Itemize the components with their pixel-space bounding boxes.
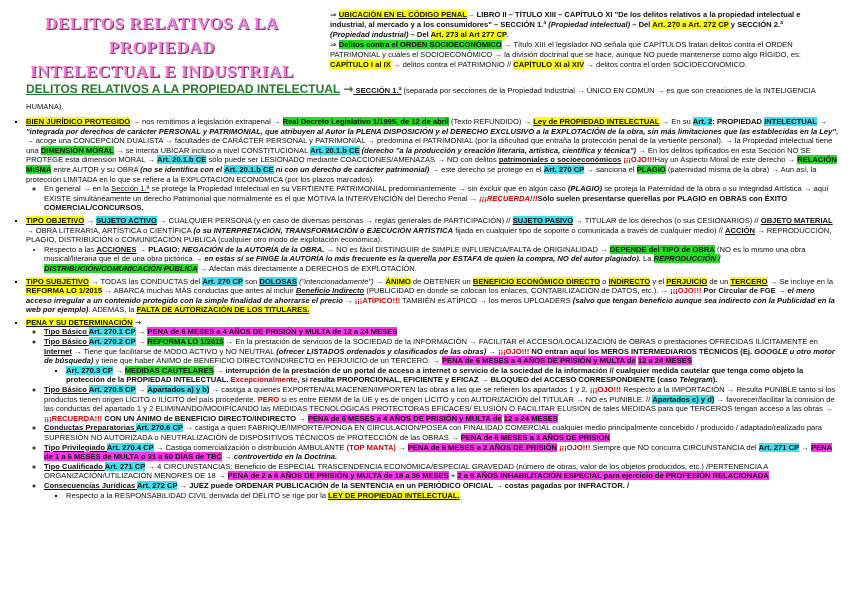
text: , si resulta PROPORCIONAL, EFICIENTE y EFICAZ → BLOQUEO del ACCESO CORRESPONDIENTE (caso <box>297 375 680 385</box>
article-ref: Art. 271 CP <box>104 461 146 471</box>
term: ACCIONES <box>96 244 137 254</box>
text: → <box>775 286 788 296</box>
note: (ofrecer LISTADOS ordenados y clasificados de las obras) <box>276 346 487 356</box>
location-text: → delitos contra el orden SOCIOECONÓMICO. <box>584 60 748 69</box>
text: entre AUTOR y su OBRA <box>51 164 141 174</box>
text: (Texto REFUNDIDO) → <box>448 117 534 126</box>
note: en estas sí se FINGE la AUTORÍA lo más frecuente es la querella por ESTAFA de quien la compra, NO del autor plagiado). <box>204 254 641 264</box>
main-content <box>12 82 840 500</box>
note: → controvertido en la Doctrina. <box>221 452 338 462</box>
term: INTELECTUAL <box>764 117 817 126</box>
quote: que las establecidas en la Ley". <box>723 126 839 136</box>
location-text: . <box>506 30 509 39</box>
note: aunque sea indirecto con la Publicidad en la web por ejemplo) <box>26 295 835 315</box>
term: Circular de FGE <box>718 286 776 296</box>
text: → este derecho se protege en el <box>431 164 544 174</box>
text: y el <box>650 276 667 286</box>
socioeconomic-heading: Delitos contra el ORDEN SOCIOECONÓMICO <box>338 40 502 49</box>
text: una obra musical/literaria que el de una obra pictórica → <box>44 244 806 264</box>
penalty: PENA de 6 MESES a 4 AÑOS DE PRISIÓN y MULTA de 12 a 24 MESES <box>147 327 398 337</box>
text: y tiene que haber ÁNIMO de BENEFICIO DIRECTO/INDIRECTO en PERJUICIO de un TERCERO. → <box>93 356 442 366</box>
term: REPRODUCCIÓN / <box>653 254 721 264</box>
term: PLAGIO: <box>148 244 183 254</box>
text: (paternidad misma de la obra) → Aun así, la protección LIMITADA en lo que se refiere a la EXPLOTACIÓN ECONÓMICA (por los plazos marcados). <box>26 164 817 184</box>
text: ORGANIZACIÓN/UTILIZACIÓN MENORES DE 18 → <box>44 471 228 481</box>
text: → <box>112 365 125 375</box>
term: Consecuencias Jurídicas <box>44 480 137 490</box>
term: Tipo Privilegiado <box>44 442 107 452</box>
section-ref: Sección 1.ª <box>111 184 150 194</box>
list-item-conductas-preparatorias <box>44 423 840 442</box>
law-ref: Real Decreto Legislativo 1/1995, de 12 de abril <box>282 117 449 126</box>
list-item-acciones <box>44 245 840 274</box>
text: o <box>600 276 609 286</box>
right-arrow-icon: ⇒ <box>330 10 339 19</box>
text: → <box>135 337 148 347</box>
article-ref: Art. 270.2 CP <box>88 337 136 347</box>
text: Respecto a la RESPONSABILIDAD CIVIL derivada del DELITO se rige por la <box>66 490 329 500</box>
list-item-tipo-privilegiado <box>44 443 840 462</box>
text: Se incluye en la <box>779 276 834 286</box>
right-arrow-icon: ⇒ <box>330 40 339 49</box>
quote: (derecho "a la producción y creación literaria, artística, <box>359 145 561 155</box>
text: → Castiga comercialización o distribución AMBULANTE <box>153 442 347 452</box>
term: Tipo Básico <box>44 337 89 347</box>
text: Respecto a la IMPORTACIÓN → Resulta <box>621 385 763 395</box>
text: → OBRA LITERARIA, ARTÍSTICA o CIENTÍFICA <box>26 225 194 235</box>
location-text: (Propiedad industrial) <box>330 30 409 39</box>
text: → nos remitimos a legislación extrapenal → <box>130 117 283 126</box>
text: En general → en la <box>44 184 112 194</box>
section-title-text: DELITOS RELATIVOS A LA PROPIEDAD INTELECTUAL <box>26 82 341 96</box>
article-ref: Art. 270 CP <box>543 164 585 174</box>
text: → ABARCA muchas MÁS conductas que antes al incluir <box>102 286 296 296</box>
article-ref: Art. 2 <box>692 117 713 126</box>
text: : PROPIEDAD <box>712 117 762 126</box>
term: Apartados c) y d) <box>652 394 715 404</box>
alert: ¡¡¡OJO!!! <box>621 155 655 165</box>
term: DIMENSIÓN MORAL <box>40 145 114 155</box>
text: CON UN ÁNIMO de BENEFICIO DIRECTO/INDIRECTO → <box>102 413 308 423</box>
term: DOLOSAS <box>259 276 297 286</box>
location-text: industrial, al mercado y a los consumidores" <box>330 20 492 29</box>
penalty: PENA de 1 a 6 MESES de MULTA o 31 a 60 DÍAS de TBC <box>44 442 833 462</box>
text: → Tiene que facilitarse de MODO ACTIVO y NO NEUTRAL <box>71 346 277 356</box>
right-arrow-icon: → <box>343 82 354 96</box>
text: → NO es fácil DISTINGUIR de SIMPLE INFLUENCIA/FALTA de ORIGINALIDAD → <box>324 244 610 254</box>
article-ref: Art. 270.6 CP <box>136 423 183 433</box>
term: Apartados a) y b) <box>147 385 210 395</box>
term: DEPENDE del TIPO de OBRA <box>609 244 715 254</box>
penalty: PENA de 6 MESES a 2 AÑOS DE PRISIÓN <box>407 442 558 452</box>
text: → acoge una CONCEPCIÓN DUALISTA → facultades de CARÁCTER PERSONAL y PATRIMONIAL → predomina el PATRIMONIAL (por la dificultad que entraña la protección penal de <box>26 136 648 146</box>
text: → CUALQUIER PERSONA (y en caso de diversas personas → reglas generales de PARTICIPACIÓN) // <box>156 215 513 225</box>
location-text: – Del <box>408 30 431 39</box>
list-item-tipo-subjetivo <box>26 277 840 315</box>
penalty: PENA de 6 MESES a 4 AÑOS DE PRISIÓN y MULTA de <box>441 356 636 366</box>
alert: ¡¡¡OJO!!! <box>498 346 530 356</box>
location-text: → LIBRO II – TÍTULO XIII – CAPÍTULO XI "De los delitos relativos a la propiedad intelectual e <box>466 10 801 19</box>
text: PUNIBLE tanto si los productos tienen origen LÍCITO o ILÍCITO del país procedente. <box>44 385 836 404</box>
penalty: 12 a 24 MESES <box>637 356 692 366</box>
list-item-tipo-basico-270-2 <box>44 337 840 385</box>
text: . ADEMÁS, la <box>88 305 137 315</box>
text: → interrupción de la prestación de un portal de acceso a internet o servicio de la sociedad de la información // cualquier medida cautelar que tenga <box>213 365 748 375</box>
location-text: – SECCIÓN 1.ª <box>491 20 547 29</box>
quote: → "integrada por derechos de carácter PERSONAL y PATRIMONIAL, que atribuyen al Autor la PLENA DISPOSICIÓN y el DERECHO EXCLUSIVO a la EXPLOTACIÓN de la obra, sin más limitaciones <box>26 117 827 136</box>
location-line-2 <box>330 20 842 30</box>
text: → JUEZ puede ORDENAR PUBLICACIÓN de la SENTENCIA en un PERIÓDICO OFICIAL → costas pagadas por INFRACTOR. / <box>177 480 630 490</box>
location-text: → delitos contra el PATRIMONIO // <box>390 60 514 69</box>
text: Por <box>701 286 717 296</box>
location-heading: UBICACIÓN EN EL CÓDIGO PENAL <box>338 10 467 19</box>
location-line-5: PATRIMONIAL y cuáles el SOCIOECONÓMICO → la división doctrinal que se hace, aunque NO puede mantenerse como algo RÍGIDO, es: <box>330 50 801 59</box>
alert: ¡¡¡OJO!!! <box>670 286 702 296</box>
text: como objeto la protección de la PROPIEDAD INTELECTUAL. <box>66 365 804 385</box>
text: TÉCNICOS (Ej. <box>698 346 755 356</box>
alert: ¡¡¡RECUERDA!!! <box>479 193 538 203</box>
list-item-pena <box>26 318 840 500</box>
list-item-en-general <box>44 184 840 213</box>
article-ref: Art. 272 CP <box>137 480 178 490</box>
text: → favorecer/facilitar la comisión de las conductas del apartado 1 y 2 ELIMINANDO/MODIFICANDO las MEDIDAS TECNOLÓGICAS PROTECTORAS EFICACES/ ELUSIÓN O FACILITAR <box>44 394 835 414</box>
term: OBJETO MATERIAL <box>760 215 833 225</box>
term: Internet <box>44 346 72 356</box>
term: Tipo Básico <box>44 327 89 337</box>
term: BENEFICIO ECONÓMICO DIRECTO <box>472 276 601 286</box>
location-text: (Propiedad intelectual) <box>546 20 631 29</box>
document-title-line1: DELITOS RELATIVOS A LA PROPIEDAD <box>45 14 279 57</box>
text: (PUBLICIDAD en donde se colocan los enlaces, CONTABILIZACIÓN de DATOS, etc.). → <box>364 286 671 296</box>
tipo-objetivo-heading: TIPO OBJETIVO <box>26 215 85 225</box>
term: MEDIDAS CAUTELARES <box>124 365 214 375</box>
location-line-6 <box>330 60 842 70</box>
text: NO entran aquí los MEROS INTERMEDIARIOS <box>529 346 697 356</box>
list-item-tipo-objetivo <box>26 216 840 274</box>
text: Siempre que NO concurra CIRCUNSTANCIA del <box>590 442 757 452</box>
text: → <box>135 385 148 395</box>
text: de OBTENER un <box>410 276 473 286</box>
text: → TITULAR de los derechos (o sus CESIONARIOS) // <box>573 215 759 225</box>
text: → <box>767 276 778 286</box>
article-ref: Art. 273 al Art 277 CP <box>430 30 507 39</box>
location-text: – Del <box>630 20 653 29</box>
text: → <box>136 244 149 254</box>
law-ref: REFORMA LO 1/2015 <box>147 337 224 347</box>
article-ref: Art. 270 CP <box>202 276 243 286</box>
list-item-tipo-basico-270-5 <box>44 385 840 423</box>
text: se proteja la Paternidad de la obra o su <box>602 184 737 194</box>
note: GOOGLE u otro motor de búsqueda) <box>44 346 835 366</box>
penalty: 12 a 24 MESES <box>503 413 558 423</box>
alert: Excepcionalmente <box>230 375 298 385</box>
text: se protege la Propiedad Intelectual en su VERTIENTE PATRIMONIAL predominantemente → sin excluir que en algún caso <box>149 184 568 194</box>
article-ref: Art. 270.1 CP <box>88 327 136 337</box>
text: → <box>135 327 148 337</box>
text: Hay un Aspecto Moral de este derecho → <box>654 155 798 165</box>
location-line-1 <box>330 10 842 20</box>
text: → castiga a quien FABRIQUE/IMPORTE/PONGA EN CIRCULACIÓN/POSEA con FINALIDAD COMERCIAL cualquier medio principalmente concebido / producido / <box>183 423 738 433</box>
text: Integridad Artística → aquí EXISTE simultáneamente un derecho Patrimonial que normalmente es el que MOTIVA la INTERVENCIÓN del Derecho Penal → <box>44 184 829 203</box>
list-item-consecuencias-juridicas <box>44 481 840 500</box>
article-ref: Art. 20.1.b CE <box>156 155 207 165</box>
term: RELACIÓN MISMA <box>26 155 837 174</box>
text: → REPRODUCCIÓN, PLAGIO, DISTRIBUCIÓN o COMUNICACIÓN PÚBLICA (cualquier otro modo de explotación económica). <box>26 225 832 245</box>
text: → castiga a quienes EXPORTEN/ALMACENEN/IMPORTEN las obras a las que se refieren los apartados 1 y 2. <box>209 385 590 395</box>
article-ref: Art. 20.1.b CE <box>224 164 274 174</box>
term: SUJETO PASIVO <box>512 215 574 225</box>
pena-heading: PENA Y SU DETERMINACIÓN <box>26 317 133 327</box>
text: medio) // <box>693 225 726 235</box>
location-summary <box>330 10 842 70</box>
note: (salvo que tengan beneficio <box>572 295 673 305</box>
text: → Afectan más directamente a DERECHOS de EXPLOTACIÓN. <box>197 263 417 273</box>
term: DISTRIBUCIÓN/COMUNICACIÓN PÚBLICA <box>44 263 198 273</box>
penalty: PENA de 2 a 6 AÑOS DE PRISIÓN y MULTA de 18 a 36 MESES <box>227 471 449 481</box>
text: patrimoniales o socioeconómicos <box>498 155 622 165</box>
text: de un <box>707 276 731 286</box>
text: ILÍCITAMENTE en <box>755 337 818 347</box>
text: TAMBIÉN es ATÍPICO → los meros UPLOADERS <box>400 295 573 305</box>
law-ref: Ley de PROPIEDAD INTELECTUAL <box>533 117 660 126</box>
chapter-ref: CAPÍTULO I al IX <box>330 60 391 69</box>
chapter-ref: CAPÍTULO XI al XIV <box>513 60 585 69</box>
term: ÁNIMO <box>385 276 411 286</box>
right-arrow-icon: → <box>134 317 142 327</box>
text: → <box>799 442 811 452</box>
alert: ¡¡¡RECUERDA!!! <box>44 413 103 423</box>
penalty: 2 a 5 AÑOS INHABILITACIÓN ESPECIAL para ejercicio de PROFESIÓN RELACIONADA <box>457 471 769 481</box>
document-title <box>6 12 318 84</box>
term: SUJETO ACTIVO <box>96 215 157 225</box>
article-ref: Art. 271 CP <box>758 442 800 452</box>
text: son <box>242 276 260 286</box>
note: Telegram <box>679 375 713 385</box>
term: Conductas Preparatorias <box>44 423 137 433</box>
term: TERCERO <box>730 276 768 286</box>
text: adaptado/realizado para SUPRESIÓN NO AUTORIZADA o NEUTRALIZACIÓN de DISPOSITIVOS TÉCNICOS de PROTECCIÓN de las OBRAS → <box>44 423 823 442</box>
text: ("intencionadamente") → <box>296 276 386 286</box>
text: → En los delitos tipificados en esta Sección NO SE PROTEGE esta dimensión MORAL → <box>26 145 811 165</box>
term: PERJUICIO <box>666 276 708 286</box>
term: (PLAGIO) <box>567 184 603 194</box>
term: ACCIÓN <box>725 225 755 235</box>
location-text: → Título XIII el legislador NO señala qué CAPÍTULOS tratan delitos contra el ORDEN <box>501 40 793 49</box>
article-ref: Art. 270 a Art. 272 CP <box>652 20 729 29</box>
section-note: (separada por secciones de la Propiedad Industrial → ÚNICO EN COMÚN → es que son creaciones de la INTELIGENCIA HUMANA). <box>26 86 816 111</box>
list-item-medidas-cautelares <box>66 366 840 385</box>
section-subtitle: SECCIÓN 1.ª <box>353 86 402 95</box>
section-title <box>26 82 840 114</box>
text: + <box>448 471 458 481</box>
alert: ¡¡¡OJO!!! <box>557 442 591 452</box>
tipo-subjetivo-heading: TIPO SUBJETIVO <box>26 276 89 286</box>
text: → sanciona el <box>584 164 637 174</box>
text: Sólo suelen presentarse querellas <box>537 193 661 203</box>
document-title-line2: INTELECTUAL E INDUSTRIAL <box>30 62 294 81</box>
text: → TODAS las CONDUCTAS del <box>88 276 203 286</box>
term: INDIRECTO <box>608 276 651 286</box>
alert: ¡¡¡OJO!!! <box>589 385 622 395</box>
note: ni con un derecho de carácter patrimonial) <box>273 164 430 174</box>
article-ref: Art. 270.4 CP <box>106 442 154 452</box>
list-item-tipo-basico-270-1 <box>44 327 840 337</box>
text: → En la prestación de servicios de la SOCIEDAD de la INFORMACIÓN → FACILITAR el ACCESO/LOCALIZACIÓN de OBRAS o prestaciones OFRECIDAS <box>223 337 754 347</box>
note: (no se identifica con el <box>140 164 225 174</box>
text: la vertiente personal). → la Propiedad intelectual tiene una <box>26 136 833 155</box>
term: Tipo Básico <box>44 385 89 395</box>
note: NEGACIÓN de la AUTORÍA de la OBRA. <box>182 244 325 254</box>
term: Beneficio Indirecto <box>295 286 365 296</box>
text: por PLAGIO en OBRAS con ÉXITO COMERCIAL/CONCURSOS. <box>44 193 788 213</box>
text: → 4 CIRCUNSTANCIAS: Beneficio de ESPECIAL TRASCENDENCIA ECONÓMICA/ESPECIAL GRAVEDAD (número de obras, valor de los objetos producidos, etc.) /PERTENENCIA A <box>145 461 768 471</box>
quote: científica y técnica") <box>562 145 637 155</box>
list-item-bien-juridico <box>26 117 840 213</box>
location-line-3 <box>330 30 842 40</box>
text: → <box>486 346 499 356</box>
note: el mero acceso irregular a un contenido protegido con la simple finalidad de ahorrarse el precio <box>26 286 815 305</box>
list-item-tipo-cualificado <box>44 462 840 481</box>
penalty: PENA de 6 MESES a 4 AÑOS DE PRISIÓN y MULTA de <box>307 413 502 423</box>
text: Respecto a las <box>44 244 97 254</box>
alert: ¡¡¡ATÍPICO!!! <box>354 295 401 305</box>
text: La <box>640 254 654 264</box>
alert: (TOP MANTA) <box>346 442 396 452</box>
location-text: y SECCIÓN 2.ª <box>728 20 783 29</box>
alert: PERO <box>257 394 280 404</box>
text: sólo puede ser LESIONADO mediante COACCIONES/AMENAZAS → NO con delitos <box>206 155 497 165</box>
text: → <box>84 215 97 225</box>
list-item-responsabilidad-civil <box>66 491 840 501</box>
bien-heading: BIEN JURÍDICO PROTEGIDO <box>26 117 131 126</box>
article-ref: Art. 270.3 CP <box>66 365 113 375</box>
text: fijada en cualquier tipo de soporte o comunicada a través de cualquier <box>453 225 692 235</box>
text: ELUSIÓN de tales MEDIDAS para que TERCEROS tengan acceso a las obras → <box>557 404 833 414</box>
text: → En su <box>659 117 693 126</box>
text: → <box>395 442 408 452</box>
text: → <box>342 295 355 305</box>
text: ). <box>712 375 718 385</box>
article-ref: Art. 20.1.b CE <box>310 145 360 155</box>
article-ref: Art. 270.5 CP <box>88 385 136 395</box>
term: Tipo Cualificado <box>44 461 105 471</box>
term: PLAGIO <box>636 164 666 174</box>
law-ref: REFORMA LO 1/2015 <box>26 286 103 296</box>
note: (o su INTERPRETACIÓN, TRANSFORMACIÓN o EJECUCIÓN ARTÍSTICA <box>193 225 454 235</box>
term: FALTA DE AUTORIZACIÓN DE LOS TITULARES. <box>136 305 310 315</box>
text: → se intenta UBICAR incluso a nivel CONSTITUCIONAL <box>113 145 311 155</box>
location-line-4 <box>330 40 842 50</box>
text: (NO es lo mismo <box>714 244 774 254</box>
text: si es entre EEMM de la UE y es de origen LÍCITO y con AUTORIZACIÓN del TITULAR → NO es PUNIBLE. // <box>279 394 651 404</box>
law-ref: LEY DE PROPIEDAD INTELECTUAL. <box>328 490 460 500</box>
penalty: PENA de 6 MESES a 3 AÑOS DE PRISIÓN <box>460 433 610 442</box>
